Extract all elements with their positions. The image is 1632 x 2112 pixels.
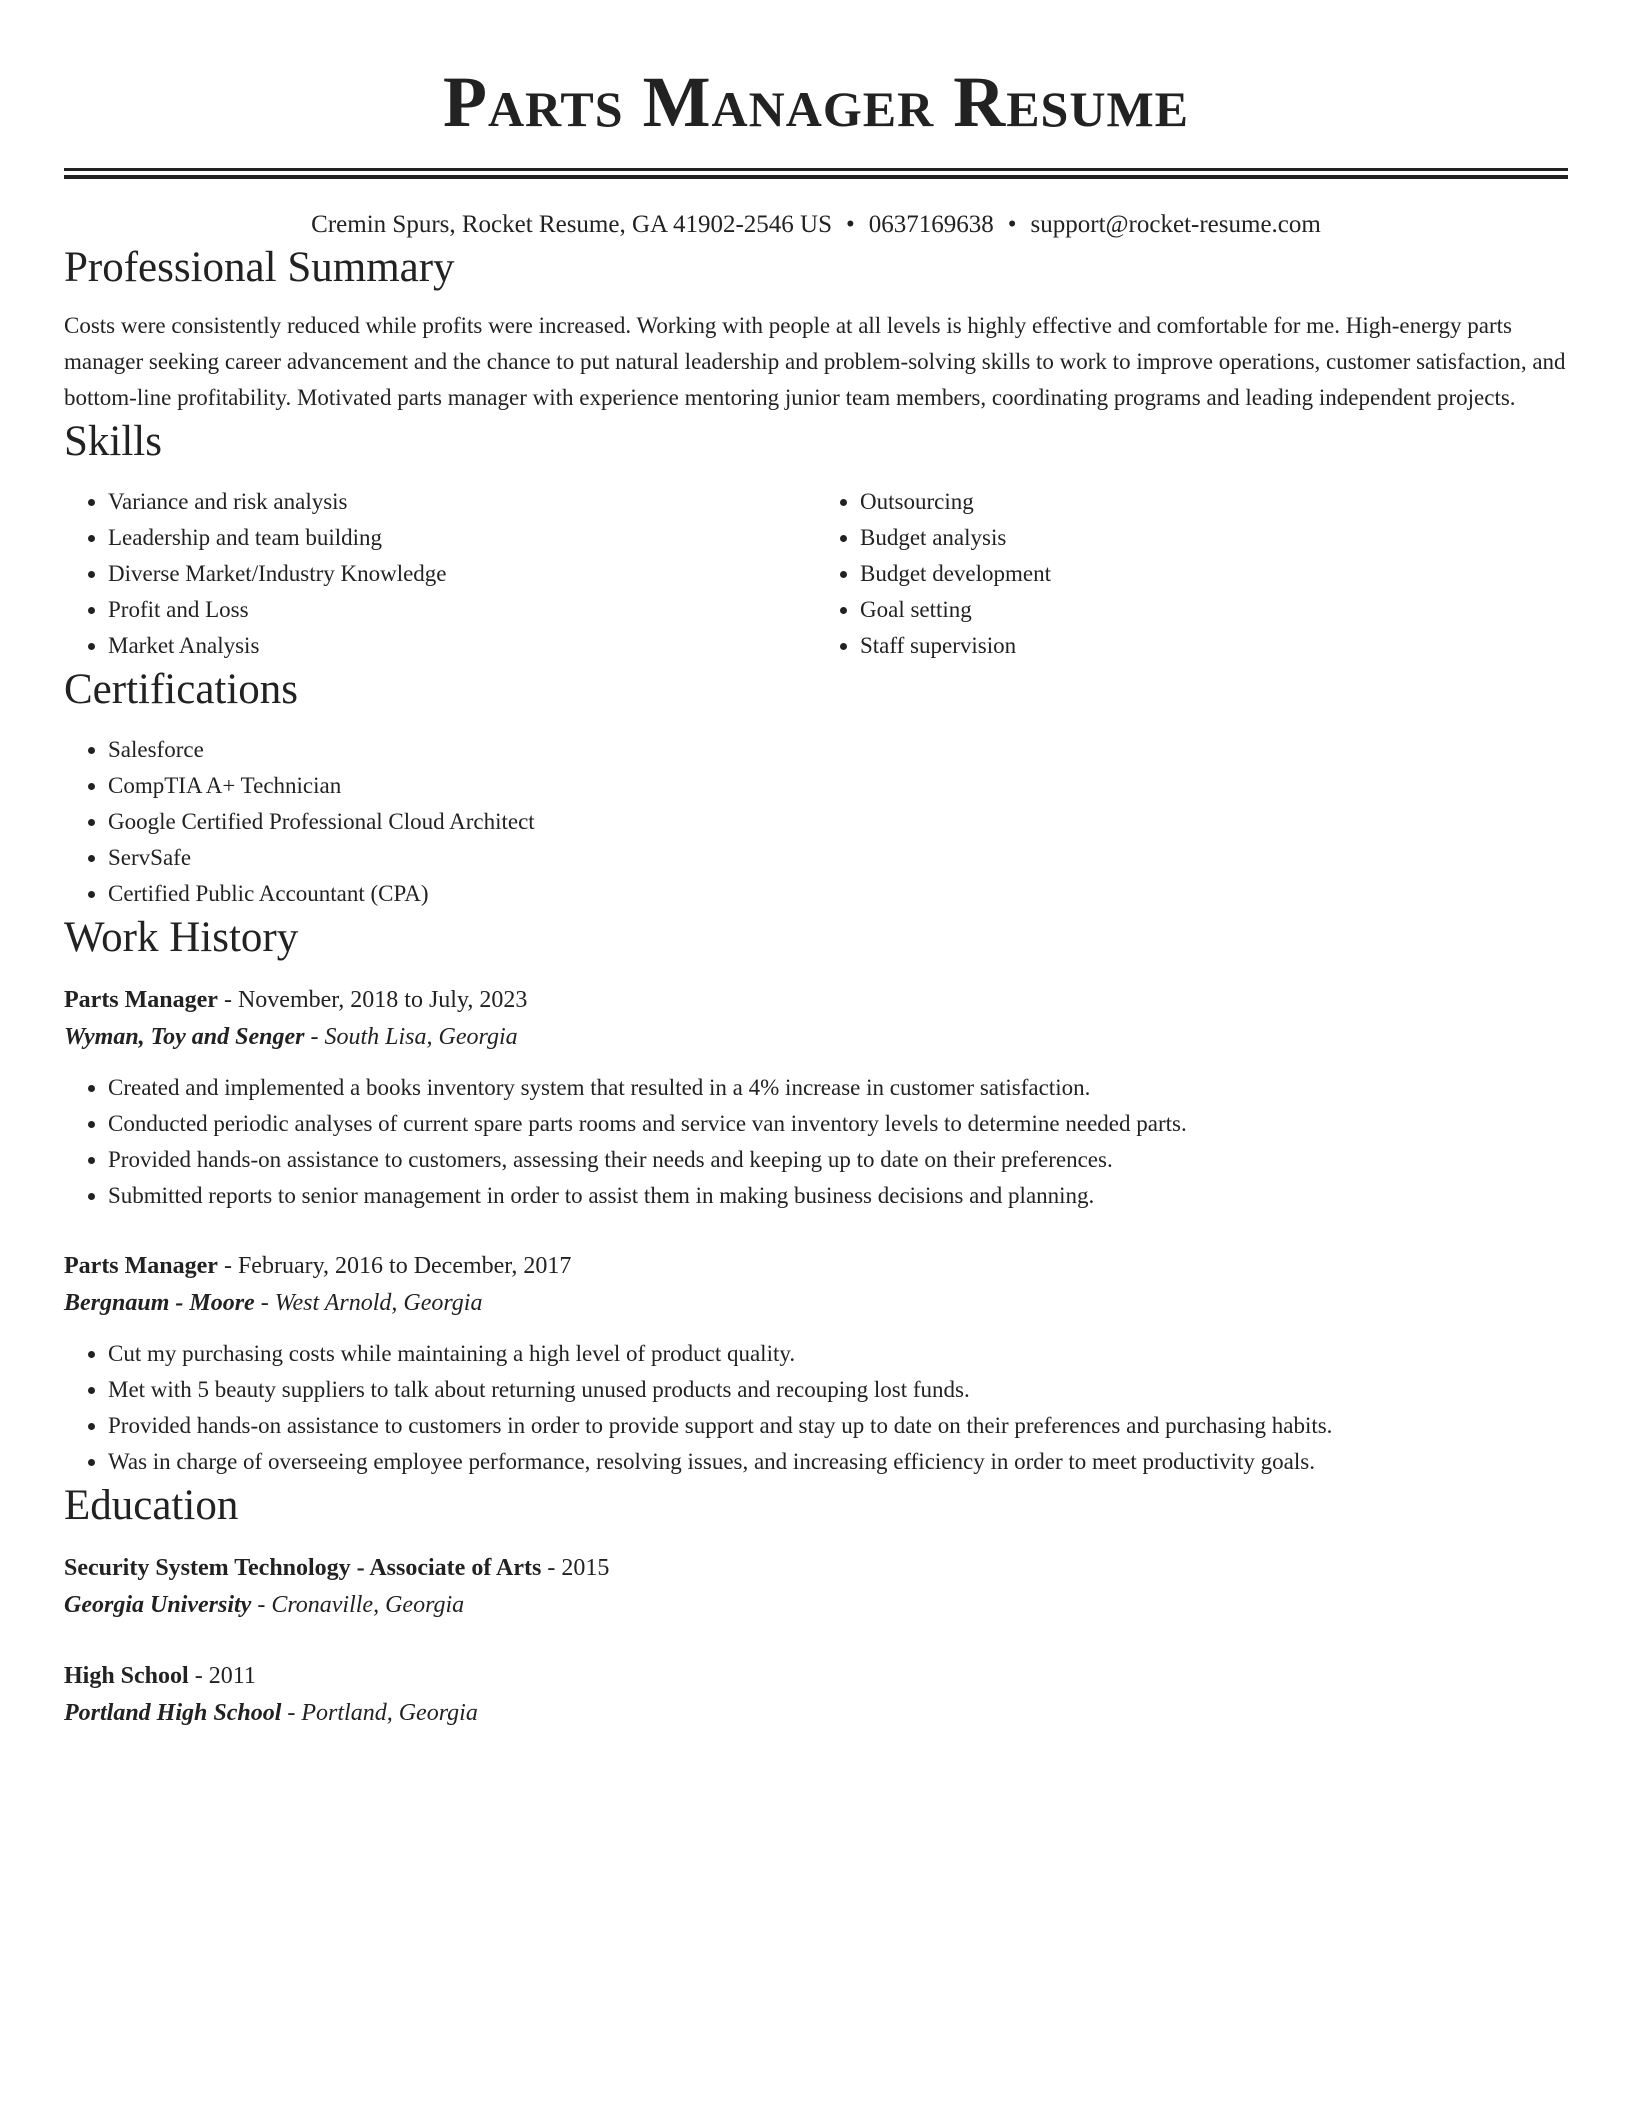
school-line	[64, 1586, 1568, 1624]
dash: -	[281, 1700, 302, 1726]
school-line	[64, 1694, 1568, 1732]
job-entry	[64, 982, 1568, 1214]
summary-text: Costs were consistently reduced while profits were increased. Working with people at all levels is highly effective and comfortable for me. High-energy parts manager seeking career advancement and the chance to put natural leadership and problem-solving skills to work to improve operations, customer satisfaction, and bottom-line profitability. Motivated parts manager with experience mentoring junior team members, coordinating programs and leading independent projects.	[64, 313, 1566, 410]
skill-item: • Goal setting	[860, 592, 1568, 628]
work-history-heading: Work History	[64, 914, 299, 961]
job-bullet: • Provided hands-on assistance to customers in order to provide support and stay up to date on their preferences and purchasing habits.	[108, 1408, 1568, 1444]
contact-separator: •	[846, 211, 855, 238]
education-entry	[64, 1658, 1568, 1732]
job-bullet: • Was in charge of overseeing employee performance, resolving issues, and increasing efficiency in order to meet productivity goals.	[108, 1444, 1568, 1480]
skills-list-right	[816, 484, 1568, 664]
dash: -	[217, 987, 238, 1013]
education-entry	[64, 1550, 1568, 1624]
job-company: Wyman, Toy and Senger	[64, 1024, 305, 1050]
title-divider	[64, 168, 1568, 171]
dash: -	[304, 1024, 325, 1050]
job-dates: February, 2016 to December, 2017	[237, 1253, 572, 1279]
job-company-line	[64, 1018, 1568, 1056]
skill-item: • Leadership and team building	[108, 520, 816, 556]
job-bullets	[64, 1336, 1568, 1480]
job-company: Bergnaum - Moore	[64, 1290, 255, 1316]
degree: Security System Technology - Associate of Arts	[64, 1555, 542, 1581]
school-location: Cronaville, Georgia	[271, 1592, 465, 1618]
job-title-line	[64, 1248, 1568, 1284]
graduation-year: 2011	[208, 1663, 256, 1689]
job-bullet: • Met with 5 beauty suppliers to talk about returning unused products and recouping lost funds.	[108, 1372, 1568, 1408]
skill-item: • Market Analysis	[108, 628, 816, 664]
skill-item: • Variance and risk analysis	[108, 484, 816, 520]
job-bullet: • Provided hands-on assistance to customers, assessing their needs and keeping up to date on their preferences.	[108, 1142, 1568, 1178]
contact-address: Cremin Spurs, Rocket Resume, GA 41902-2546 US	[311, 211, 832, 238]
job-title: Parts Manager	[64, 987, 218, 1013]
skill-item: • Staff supervision	[860, 628, 1568, 664]
certification-item: • Salesforce	[108, 732, 1568, 768]
degree-line	[64, 1658, 1568, 1694]
education-heading: Education	[64, 1482, 239, 1529]
graduation-year: 2015	[561, 1555, 610, 1581]
school-name: Portland High School	[64, 1700, 282, 1726]
certification-item: • Google Certified Professional Cloud Architect	[108, 804, 1568, 840]
school-location: Portland, Georgia	[301, 1700, 478, 1726]
contact-separator: •	[1007, 211, 1017, 238]
job-entry	[64, 1248, 1568, 1480]
skills-grid	[64, 484, 1568, 664]
dash: -	[541, 1555, 562, 1581]
dash: -	[254, 1290, 275, 1316]
school-name: Georgia University	[64, 1592, 252, 1618]
certifications-list	[64, 732, 1568, 912]
contact-line	[64, 208, 1568, 242]
certification-item: • ServSafe	[108, 840, 1568, 876]
summary-heading: Professional Summary	[64, 244, 455, 291]
skills-heading: Skills	[64, 418, 162, 465]
certification-item: • CompTIA A+ Technician	[108, 768, 1568, 804]
skill-item: • Budget development	[860, 556, 1568, 592]
job-company-line	[64, 1284, 1568, 1322]
job-location: South Lisa, Georgia	[324, 1024, 518, 1050]
dash: -	[251, 1592, 272, 1618]
job-bullet: • Cut my purchasing costs while maintaining a high level of product quality.	[108, 1336, 1568, 1372]
skills-list-left	[64, 484, 816, 664]
job-bullet: • Conducted periodic analyses of current spare parts rooms and service van inventory levels to determine needed parts.	[108, 1106, 1568, 1142]
job-bullets	[64, 1070, 1568, 1214]
job-bullet: • Created and implemented a books inventory system that resulted in a 4% increase in customer satisfaction.	[108, 1070, 1568, 1106]
skill-item: • Budget analysis	[860, 520, 1568, 556]
skill-item: • Profit and Loss	[108, 592, 816, 628]
job-title-line	[64, 982, 1568, 1018]
certification-item: • Certified Public Accountant (CPA)	[108, 876, 1568, 912]
resume-title: Parts Manager Resume	[442, 62, 1190, 142]
dash: -	[188, 1663, 209, 1689]
degree: High School	[64, 1663, 189, 1689]
degree-line	[64, 1550, 1568, 1586]
dash: -	[217, 1253, 238, 1279]
contact-email: support@rocket-resume.com	[1030, 211, 1321, 238]
skill-item: • Outsourcing	[860, 484, 1568, 520]
job-location: West Arnold, Georgia	[274, 1290, 483, 1316]
job-bullet: • Submitted reports to senior management in order to assist them in making business decisions and planning.	[108, 1178, 1568, 1214]
job-dates: November, 2018 to July, 2023	[237, 987, 528, 1013]
skill-item: • Diverse Market/Industry Knowledge	[108, 556, 816, 592]
job-title: Parts Manager	[64, 1253, 218, 1279]
contact-phone: 0637169638	[868, 211, 994, 238]
certifications-heading: Certifications	[64, 666, 299, 713]
